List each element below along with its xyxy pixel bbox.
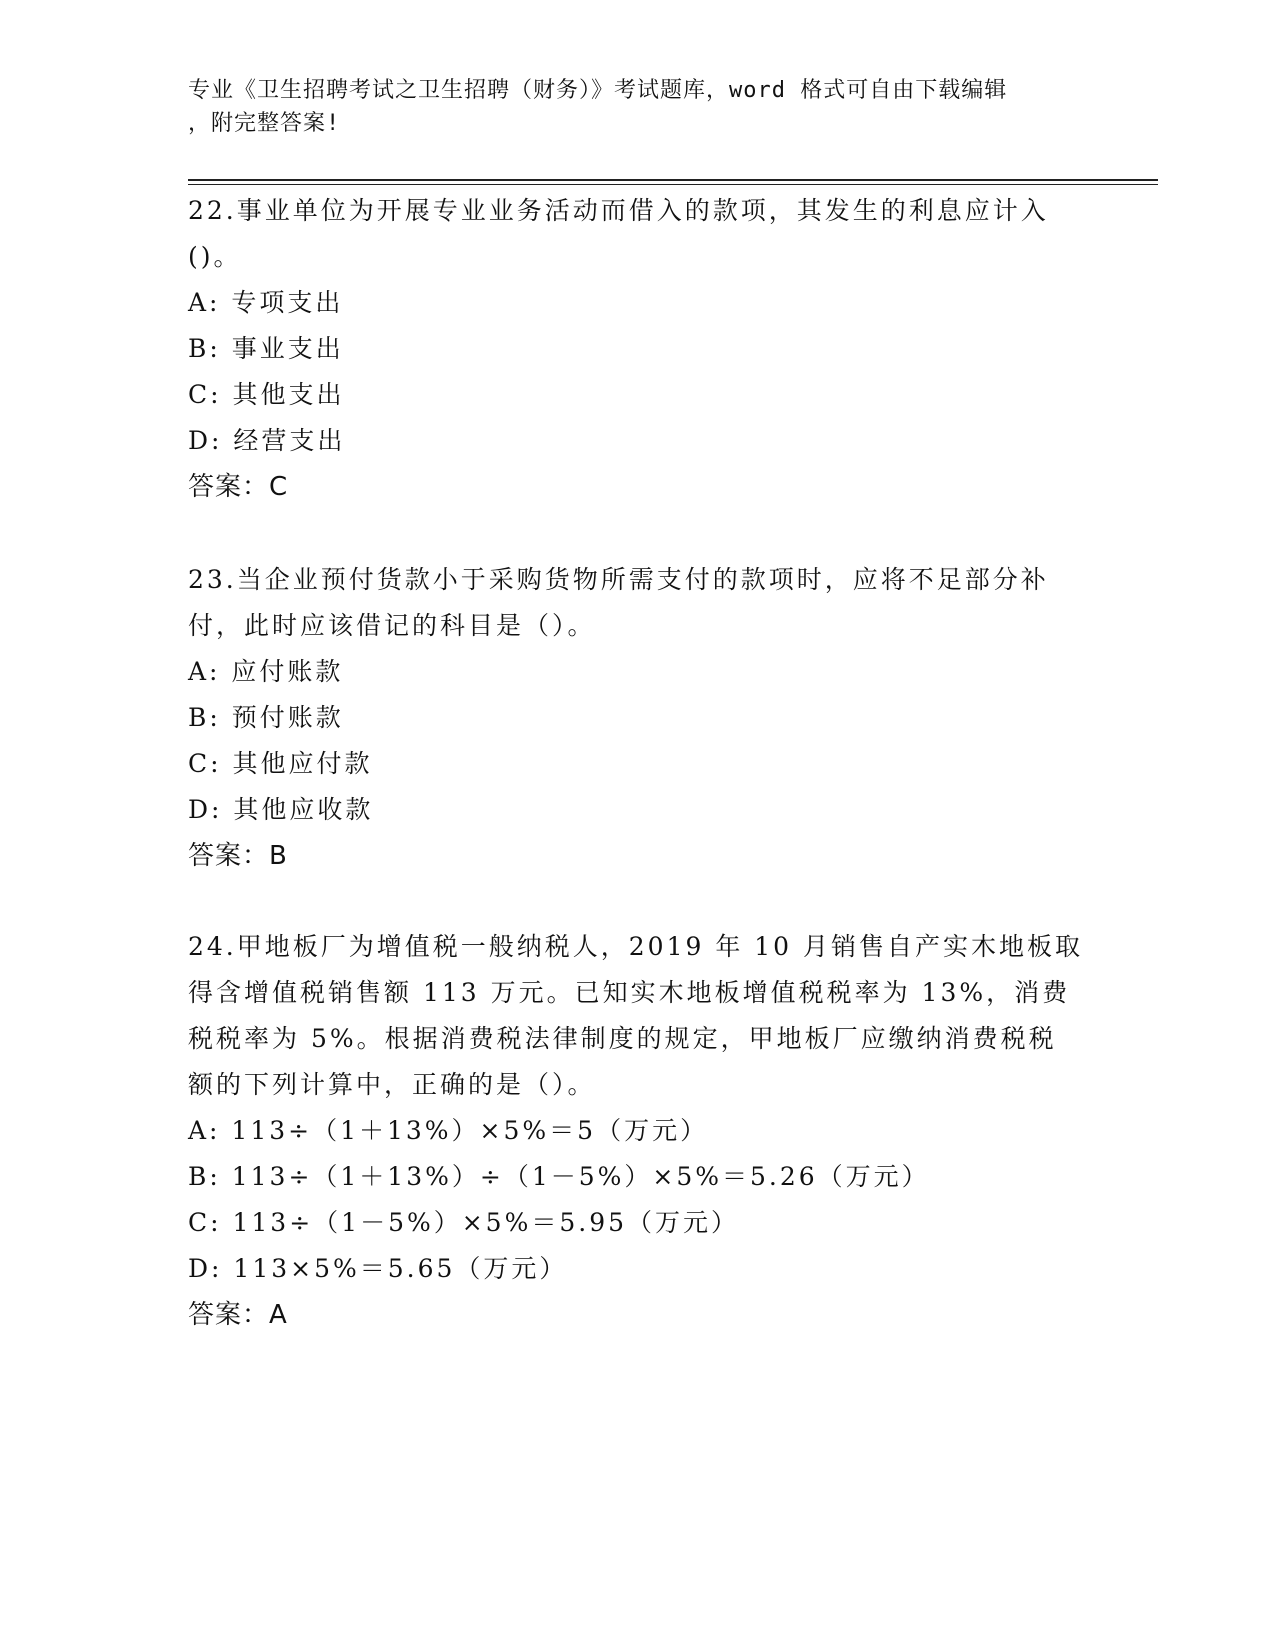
question-stem-line: 22.事业单位为开展专业业务活动而借入的款项，其发生的利息应计入 xyxy=(188,196,1049,225)
question-stem-line: 税税率为 5%。根据消费税法律制度的规定，甲地板厂应缴纳消费税税 xyxy=(188,1024,1057,1053)
question-24 xyxy=(188,924,1088,1338)
option-d: D: 经营支出 xyxy=(188,426,346,455)
option-d: D: 113×5%＝5.65（万元） xyxy=(188,1254,568,1283)
question-stem-line: 24.甲地板厂为增值税一般纳税人，2019 年 10 月销售自产实木地板取 xyxy=(188,932,1084,961)
question-stem-line: 23.当企业预付货款小于采购货物所需支付的款项时，应将不足部分补 xyxy=(188,565,1049,594)
question-stem-line: 额的下列计算中，正确的是（）。 xyxy=(188,1070,596,1099)
option-d: D: 其他应收款 xyxy=(188,795,374,824)
answer: 答案：B xyxy=(188,841,288,871)
option-a: A: 专项支出 xyxy=(188,288,344,317)
answer: 答案：A xyxy=(188,1300,288,1330)
header-line-1: 专业《卫生招聘考试之卫生招聘（财务）》考试题库，word 格式可自由下载编辑 xyxy=(188,78,1008,103)
header-line-2: ，附完整答案! xyxy=(188,111,341,136)
option-b: B: 事业支出 xyxy=(188,334,344,363)
header-divider-thick xyxy=(188,179,1158,181)
option-a: A: 113÷（1＋13%）×5%＝5（万元） xyxy=(188,1116,709,1145)
question-stem-line: 付，此时应该借记的科目是（）。 xyxy=(188,611,596,640)
option-c: C: 其他支出 xyxy=(188,380,345,409)
question-23 xyxy=(188,557,1088,879)
header-divider-thin xyxy=(188,184,1158,185)
question-stem-line: 得含增值税销售额 113 万元。已知实木地板增值税税率为 13%，消费 xyxy=(188,978,1071,1007)
answer: 答案：C xyxy=(188,472,289,502)
option-b: B: 预付账款 xyxy=(188,703,344,732)
question-22 xyxy=(188,188,1088,510)
option-b: B: 113÷（1＋13%）÷（1－5%）×5%＝5.26（万元） xyxy=(188,1162,930,1191)
option-c: C: 113÷（1－5%）×5%＝5.95（万元） xyxy=(188,1208,740,1237)
document-header xyxy=(188,74,1068,140)
option-c: C: 其他应付款 xyxy=(188,749,373,778)
question-stem-line: ()。 xyxy=(188,242,242,271)
option-a: A: 应付账款 xyxy=(188,657,344,686)
